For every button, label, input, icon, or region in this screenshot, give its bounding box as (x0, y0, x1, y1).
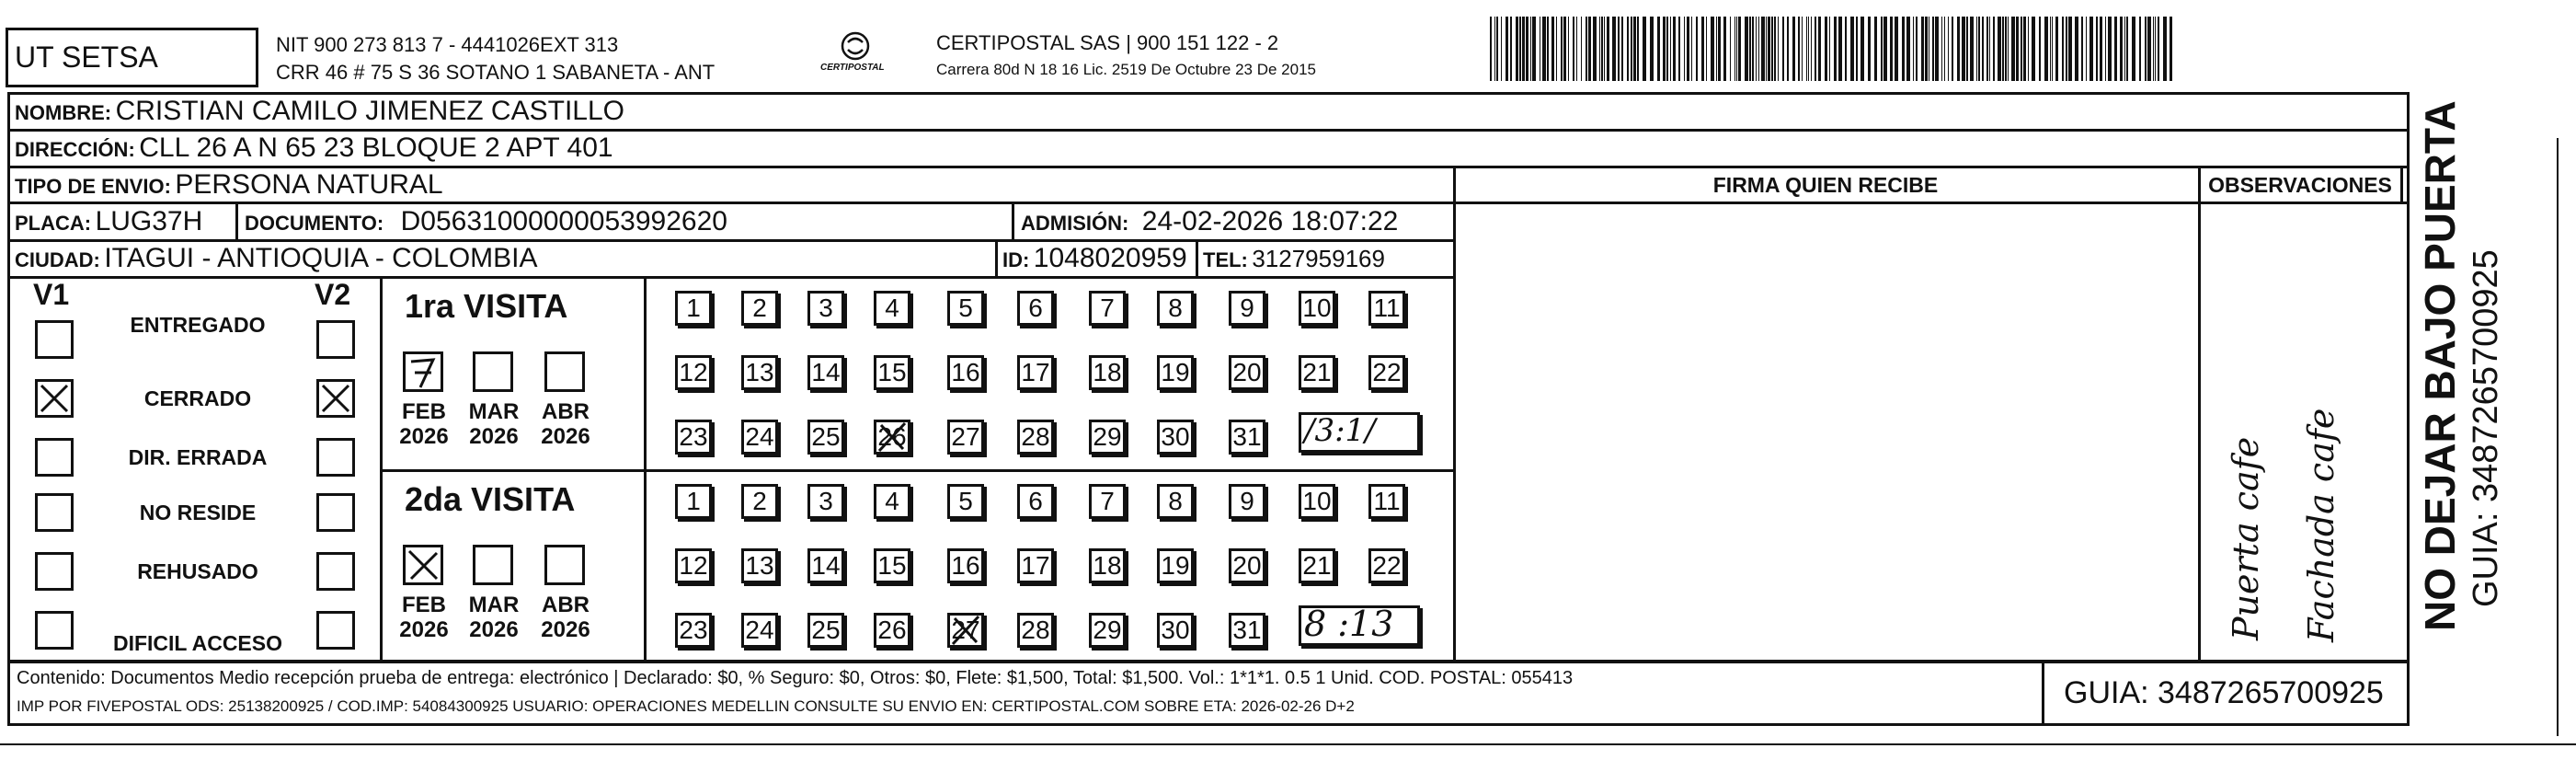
day-number: 4 (885, 487, 899, 515)
tel-row (1203, 245, 1385, 273)
month-label (395, 593, 452, 642)
day-number: 26 (877, 422, 907, 451)
day-number: 3 (819, 294, 833, 322)
direccion-label: DIRECCIÓN: (15, 138, 135, 161)
month-label (537, 593, 594, 642)
direccion-value: CLL 26 A N 65 23 BLOQUE 2 APT 401 (139, 132, 613, 163)
status-check-v1[interactable] (35, 379, 74, 418)
tel-label: TEL: (1203, 248, 1248, 271)
day-cell[interactable] (874, 484, 910, 519)
day-number: 26 (877, 616, 907, 644)
month-checkbox[interactable] (473, 545, 513, 585)
day-cell[interactable] (1229, 355, 1265, 390)
day-number: 18 (1093, 551, 1122, 580)
day-number: 25 (811, 422, 841, 451)
day-cell[interactable] (1017, 355, 1054, 390)
day-cell[interactable] (947, 420, 984, 455)
day-cell[interactable] (807, 548, 844, 583)
day-number: 15 (877, 551, 907, 580)
v1-header: V1 (33, 278, 70, 311)
day-number: 27 (951, 616, 980, 644)
month-checkbox[interactable] (403, 351, 443, 392)
certipostal-line1: CERTIPOSTAL SAS | 900 151 122 - 2 (936, 31, 1279, 54)
day-cell[interactable] (1229, 420, 1265, 455)
day-cell[interactable] (1089, 484, 1126, 519)
day-number: 19 (1161, 358, 1190, 386)
day-cell[interactable] (741, 291, 778, 326)
day-cell[interactable] (1089, 291, 1126, 326)
day-cell[interactable] (741, 613, 778, 648)
tipo-value: PERSONA NATURAL (175, 169, 443, 200)
day-number: 5 (958, 294, 973, 322)
status-label: CERRADO (143, 386, 252, 410)
tipo-row (15, 169, 443, 201)
day-number: 17 (1021, 358, 1050, 386)
day-number: 23 (679, 422, 708, 451)
day-cell[interactable] (1089, 548, 1126, 583)
nit-text: NIT 900 273 813 7 - 4441026EXT 313 (276, 33, 619, 56)
admision-row (1021, 206, 1398, 237)
day-mark-icon (947, 613, 984, 648)
logo-text: CERTIPOSTAL (820, 63, 885, 73)
id-value: 1048020959 (1033, 243, 1187, 273)
day-cell[interactable] (807, 291, 844, 326)
day-cell[interactable] (1229, 613, 1265, 648)
day-number: 5 (958, 487, 973, 515)
day-cell[interactable] (1299, 291, 1335, 326)
month-name: FEB (402, 593, 446, 617)
day-cell[interactable] (807, 484, 844, 519)
day-number: 3 (819, 487, 833, 515)
day-number: 12 (679, 358, 708, 386)
no-dejar-warning: NO DEJAR BAJO PUERTA (2416, 100, 2464, 631)
day-cell[interactable] (807, 420, 844, 455)
month-year: 2026 (541, 424, 590, 449)
day-number: 6 (1028, 487, 1043, 515)
day-number: 25 (811, 616, 841, 644)
certipostal-logo (809, 31, 901, 77)
day-cell[interactable] (1017, 484, 1054, 519)
status-check-v1[interactable] (35, 320, 74, 359)
day-cell[interactable] (675, 613, 712, 648)
month-year: 2026 (469, 617, 519, 642)
status-check-v2[interactable] (316, 552, 355, 591)
day-cell[interactable] (1089, 613, 1126, 648)
day-cell[interactable] (874, 291, 910, 326)
day-cell[interactable] (1157, 613, 1194, 648)
day-cell[interactable] (1157, 484, 1194, 519)
firma-header: FIRMA QUIEN RECIBE (1712, 173, 1939, 197)
ciudad-value: ITAGUI - ANTIOQUIA - COLOMBIA (104, 243, 538, 273)
day-number: 29 (1093, 616, 1122, 644)
month-year: 2026 (399, 424, 449, 449)
month-name: ABR (542, 593, 590, 617)
status-check-v1[interactable] (35, 552, 74, 591)
day-cell[interactable] (807, 613, 844, 648)
side-divider (2407, 92, 2410, 662)
day-cell[interactable] (947, 355, 984, 390)
day-number: 20 (1232, 551, 1262, 580)
placa-row (15, 206, 202, 237)
day-number: 4 (885, 294, 899, 322)
nombre-value: CRISTIAN CAMILO JIMENEZ CASTILLO (115, 96, 624, 126)
day-number: 2 (752, 294, 767, 322)
day-cell[interactable] (1229, 291, 1265, 326)
status-check-v2[interactable] (316, 379, 355, 418)
footer-guia: GUIA: 3487265700925 (2064, 675, 2384, 710)
day-number: 16 (951, 358, 980, 386)
day-cell[interactable] (874, 613, 910, 648)
day-cell[interactable] (675, 355, 712, 390)
footer-impression: IMP POR FIVEPOSTAL ODS: 25138200925 / COD.IMP: 54084300925 USUARIO: OPERACIONES MEDELLIN CONSULTE SU ENVIO EN: CERTIPOSTAL.COM SOBRE ETA: 2026-02-26 D+2 (17, 697, 1355, 715)
month-name: MAR (468, 593, 520, 617)
day-number: 19 (1161, 551, 1190, 580)
placa-label: PLACA: (15, 212, 92, 235)
day-cell[interactable] (1368, 355, 1405, 390)
certipostal-line2: Carrera 80d N 18 16 Lic. 2519 De Octubre 23 De 2015 (936, 61, 1316, 78)
day-cell[interactable] (1229, 484, 1265, 519)
status-label: REHUSADO (137, 559, 258, 583)
day-number: 1 (686, 294, 701, 322)
month-label (537, 399, 594, 449)
day-cell[interactable] (1017, 291, 1054, 326)
day-number: 14 (811, 551, 841, 580)
ciudad-label: CIUDAD: (15, 248, 100, 271)
day-number: 28 (1021, 616, 1050, 644)
day-cell[interactable] (1299, 484, 1335, 519)
placa-value: LUG37H (95, 206, 203, 236)
barcode (1490, 17, 2180, 81)
admision-label: ADMISIÓN: (1021, 212, 1129, 235)
day-cell[interactable] (1089, 420, 1126, 455)
time-text-2: 8 :13 (1304, 604, 1394, 644)
day-number: 31 (1232, 422, 1262, 451)
ciudad-row (15, 243, 538, 274)
observaciones-header: OBSERVACIONES (2208, 173, 2392, 197)
status-check-v1[interactable] (35, 438, 74, 477)
day-cell[interactable] (675, 291, 712, 326)
day-number: 8 (1168, 487, 1183, 515)
status-check-v1[interactable] (35, 611, 74, 650)
footer-contents: Contenido: Documentos Medio recepción prueba de entrega: electrónico | Declarado: $0, % Seguro: $0, Otros: $0, Flete: $1,500, Total: $1,500. Vol.: 1*1*1. 0.5 1 Unid. COD. POSTAL: 055413 (17, 668, 1574, 688)
status-check-v2[interactable] (316, 438, 355, 477)
month-checkbox[interactable] (403, 545, 443, 585)
day-cell[interactable] (1368, 548, 1405, 583)
second-visit-title: 2da VISITA (405, 480, 576, 518)
day-number: 11 (1373, 294, 1401, 322)
day-cell[interactable] (675, 548, 712, 583)
status-label: DIFICIL ACCESO (112, 631, 282, 655)
day-number: 15 (877, 358, 907, 386)
day-cell[interactable] (874, 355, 910, 390)
status-check-v1[interactable] (35, 493, 74, 532)
day-cell[interactable] (741, 420, 778, 455)
day-number: 9 (1240, 487, 1254, 515)
day-cell[interactable] (1368, 291, 1405, 326)
day-number: 24 (745, 422, 774, 451)
day-cell[interactable] (947, 484, 984, 519)
status-check-v2[interactable] (316, 493, 355, 532)
day-cell[interactable] (1157, 420, 1194, 455)
month-label (465, 593, 522, 642)
status-check-v2[interactable] (316, 611, 355, 650)
day-number: 16 (951, 551, 980, 580)
day-cell[interactable] (1017, 613, 1054, 648)
admision-value: 24-02-2026 18:07:22 (1141, 206, 1399, 236)
month-name: MAR (468, 399, 520, 424)
day-number: 12 (679, 551, 708, 580)
day-number: 10 (1302, 487, 1332, 515)
tel-value: 3127959169 (1252, 245, 1385, 272)
day-number: 21 (1302, 551, 1332, 580)
month-checkbox[interactable] (544, 545, 585, 585)
day-number: 21 (1302, 358, 1332, 386)
side-guia: GUIA: 3487265700925 (2467, 249, 2505, 607)
day-number: 18 (1093, 358, 1122, 386)
month-name: ABR (542, 399, 590, 424)
day-number: 10 (1302, 294, 1332, 322)
day-cell[interactable] (1299, 355, 1335, 390)
month-label (395, 399, 452, 449)
observation-2: Fachada cafe (2301, 408, 2341, 642)
day-cell[interactable] (947, 291, 984, 326)
day-cell[interactable] (1229, 548, 1265, 583)
day-cell[interactable] (947, 613, 984, 648)
day-cell[interactable] (1017, 548, 1054, 583)
id-row (1002, 243, 1187, 274)
day-number: 20 (1232, 358, 1262, 386)
id-label: ID: (1002, 248, 1030, 271)
day-number: 8 (1168, 294, 1183, 322)
nombre-label: NOMBRE: (15, 101, 112, 124)
month-checkbox[interactable] (473, 351, 513, 392)
day-number: 22 (1372, 551, 1402, 580)
month-year: 2026 (399, 617, 449, 642)
day-number: 28 (1021, 422, 1050, 451)
day-number: 2 (752, 487, 767, 515)
day-cell[interactable] (741, 484, 778, 519)
day-number: 11 (1373, 487, 1401, 515)
v2-header: V2 (315, 278, 351, 311)
day-cell[interactable] (741, 355, 778, 390)
status-label: DIR. ERRADA (128, 445, 268, 469)
status-label: NO RESIDE (139, 501, 257, 524)
day-cell[interactable] (947, 548, 984, 583)
day-number: 24 (745, 616, 774, 644)
day-mark-icon (874, 420, 910, 455)
month-label (465, 399, 522, 449)
day-cell[interactable] (675, 420, 712, 455)
day-cell[interactable] (1157, 355, 1194, 390)
day-cell[interactable] (675, 484, 712, 519)
day-cell[interactable] (1017, 420, 1054, 455)
month-checkbox[interactable] (544, 351, 585, 392)
day-number: 13 (745, 551, 774, 580)
status-label: ENTREGADO (130, 313, 266, 337)
day-number: 14 (811, 358, 841, 386)
status-check-v2[interactable] (316, 320, 355, 359)
time-text-1: /3:1/ (1304, 412, 1376, 449)
day-cell[interactable] (741, 548, 778, 583)
day-number: 6 (1028, 294, 1043, 322)
day-number: 29 (1093, 422, 1122, 451)
day-cell[interactable] (874, 548, 910, 583)
month-name: FEB (402, 399, 446, 424)
month-year: 2026 (541, 617, 590, 642)
month-year: 2026 (469, 424, 519, 449)
day-number: 30 (1161, 422, 1190, 451)
documento-value: D05631000000053992620 (400, 206, 727, 236)
nombre-row (15, 96, 624, 127)
day-number: 31 (1232, 616, 1262, 644)
day-number: 7 (1100, 294, 1115, 322)
documento-label: DOCUMENTO: (245, 212, 384, 235)
day-number: 9 (1240, 294, 1254, 322)
day-cell[interactable] (1089, 355, 1126, 390)
day-cell[interactable] (1157, 291, 1194, 326)
day-cell[interactable] (1368, 484, 1405, 519)
day-cell[interactable] (874, 420, 910, 455)
company-name: UT SETSA (15, 40, 158, 74)
day-number: 13 (745, 358, 774, 386)
tipo-label: TIPO DE ENVIO: (15, 175, 171, 198)
day-cell[interactable] (1299, 548, 1335, 583)
day-number: 27 (951, 422, 980, 451)
observation-1: Puerta cafe (2226, 436, 2266, 640)
first-visit-title: 1ra VISITA (405, 287, 568, 325)
day-number: 23 (679, 616, 708, 644)
company-address: CRR 46 # 75 S 36 SOTANO 1 SABANETA - ANT (276, 61, 716, 84)
day-number: 1 (686, 487, 701, 515)
day-number: 17 (1021, 551, 1050, 580)
day-number: 7 (1100, 487, 1115, 515)
day-cell[interactable] (1157, 548, 1194, 583)
day-cell[interactable] (807, 355, 844, 390)
direccion-row (15, 132, 613, 164)
documento-row (245, 206, 727, 237)
day-number: 22 (1372, 358, 1402, 386)
day-number: 30 (1161, 616, 1190, 644)
